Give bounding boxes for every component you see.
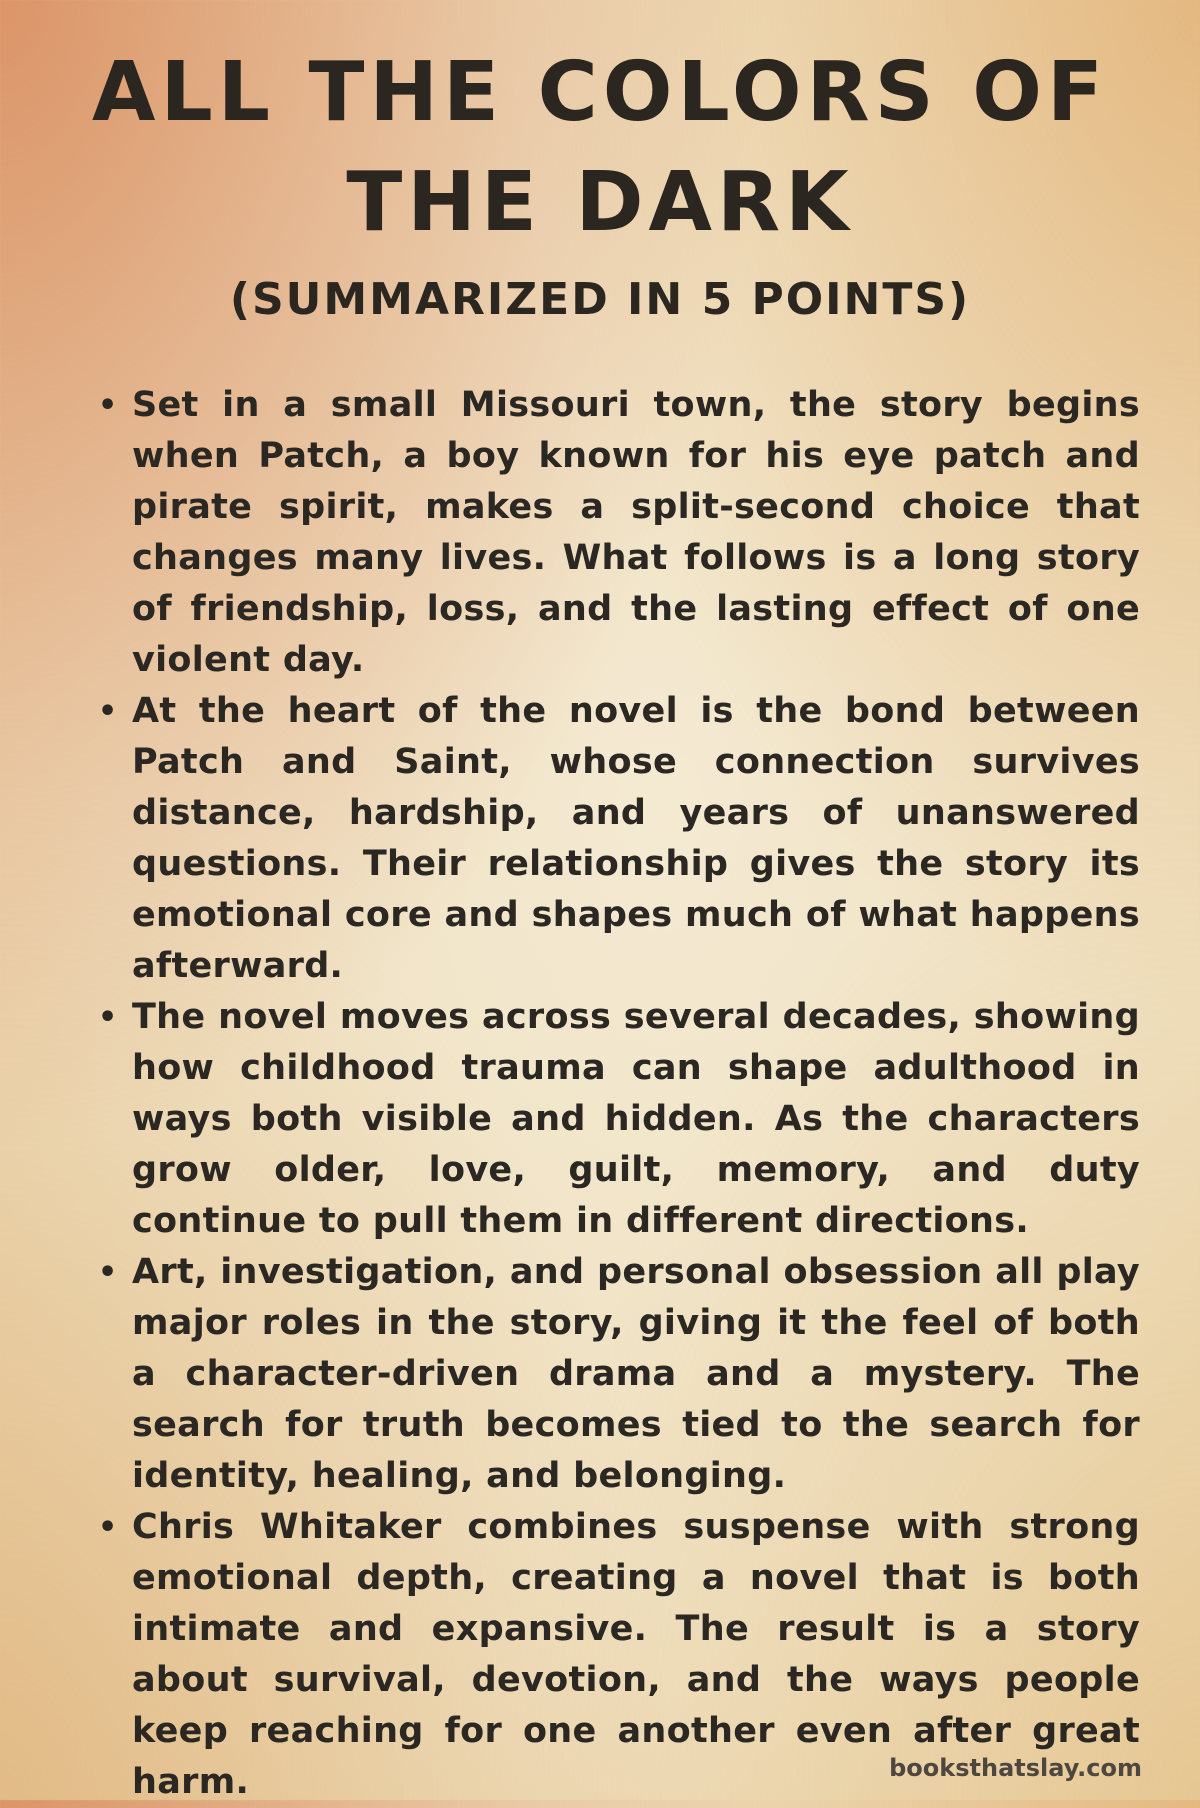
summary-point-3 [98, 992, 1140, 1247]
bullet-icon: • [98, 694, 118, 729]
summary-point-1 [98, 380, 1140, 686]
page-title [0, 38, 1200, 258]
bullet-icon: • [98, 388, 118, 423]
summary-point-text: Chris Whitaker combines suspense with strong emotional depth, creating a novel that is both intimate and expansive. The result is a story about survival, devotion, and the ways people keep reaching for one another even after great harm. [132, 1507, 1140, 1802]
title-line-2: THE DARK [346, 155, 854, 250]
summary-point-text: Art, investigation, and personal obsession all play major roles in the story, giving it the feel of both a character-driven drama and a mystery. The search for truth becomes tied to the search for identity, healing, and belonging. [132, 1252, 1140, 1496]
summary-point-4 [98, 1247, 1140, 1502]
summary-point-2 [98, 686, 1140, 992]
bullet-icon: • [98, 1255, 118, 1290]
summary-point-text: Set in a small Missouri town, the story begins when Patch, a boy known for his eye patch and pirate spirit, makes a split-second choice that changes many lives. What follows is a long story of friendship, loss, and the lasting effect of one violent day. [132, 385, 1140, 680]
title-line-1: ALL THE COLORS OF [91, 45, 1109, 140]
bullet-icon: • [98, 1000, 118, 1035]
website-credit: booksthatslay.com [889, 1754, 1142, 1782]
bullet-icon: • [98, 1510, 118, 1545]
summary-point-text: At the heart of the novel is the bond between Patch and Saint, whose connection survives distance, hardship, and years of unanswered questions. Their relationship gives the story its emotional core and shapes much of what happens afterward. [132, 691, 1140, 986]
summary-points-list [98, 380, 1140, 1808]
page-subtitle: (SUMMARIZED IN 5 POINTS) [229, 274, 971, 325]
summary-point-text: The novel moves across several decades, showing how childhood trauma can shape adulthood in ways both visible and hidden. As the characters grow older, love, guilt, memory, and duty continue to pull them in different directions. [132, 997, 1140, 1241]
